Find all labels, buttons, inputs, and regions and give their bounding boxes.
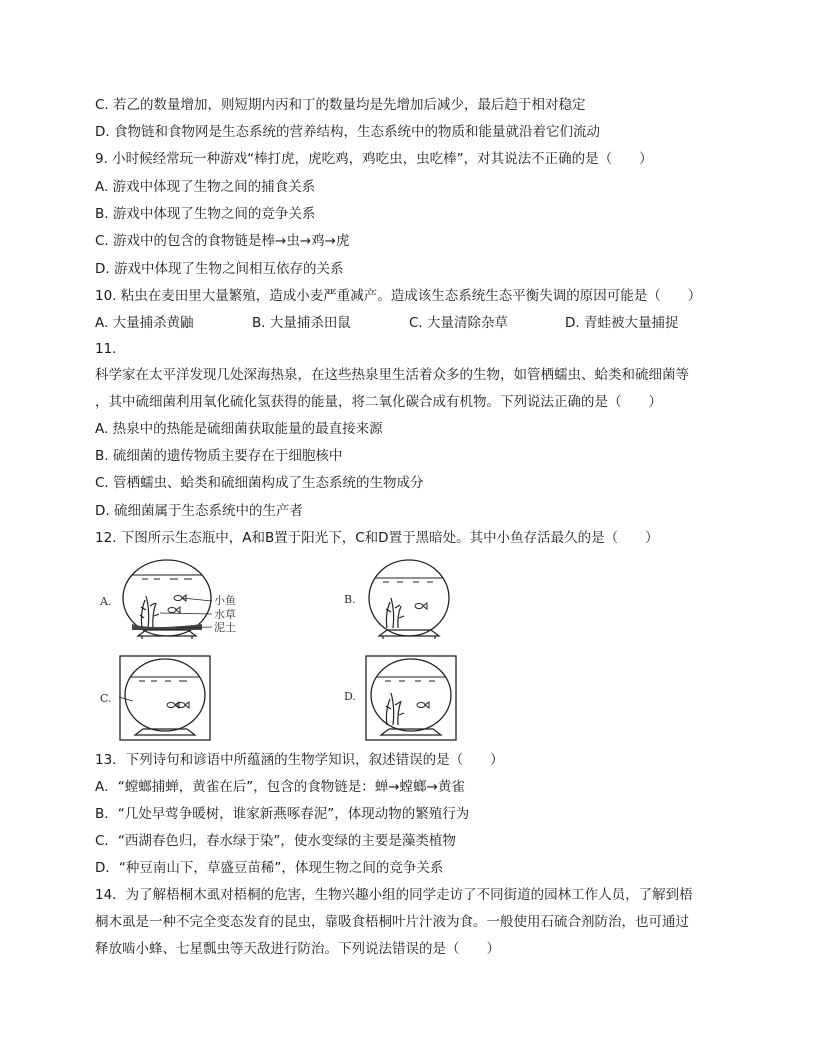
question-13-option-b: B．“几处早莺争暖树，谁家新燕啄春泥”，体现动物的繁殖行为 xyxy=(95,806,470,822)
question-11-line-2: ，其中硫细菌利用氧化硫化氢获得的能量，将二氧化碳合成有机物。下列说法正确的是（ ） xyxy=(95,394,662,410)
question-9-option-a: A. 游戏中体现了生物之间的捕食关系 xyxy=(95,179,316,195)
question-9-option-c: C. 游戏中的包含的食物链是棒→虫→鸡→虎 xyxy=(95,233,350,249)
question-13-option-d: D．“种豆南山下，草盛豆苗稀”，体现生物之间的竞争关系 xyxy=(95,860,444,876)
question-11-option-a: A. 热泉中的热能是硫细菌获取能量的最直接来源 xyxy=(95,421,383,437)
bottle-a-label: A. xyxy=(100,595,112,608)
question-13-option-a: A．“螳螂捕蝉，黄雀在后”，包含的食物链是：蝉→螳螂→黄雀 xyxy=(95,779,465,795)
question-9-option-d: D. 游戏中体现了生物之间相互依存的关系 xyxy=(95,261,344,277)
question-10-option-a: A. 大量捕杀黄鼬 xyxy=(95,315,194,331)
weed-label: 水草 xyxy=(214,608,236,621)
soil-label: 泥土 xyxy=(214,621,236,634)
bottle-d-image xyxy=(365,655,460,743)
fish-label: 小鱼 xyxy=(214,594,236,607)
question-13-option-c: C．“西湖春色归，春水绿于染”，使水变绿的主要是藻类植物 xyxy=(95,833,456,849)
question-14-line-1: 14．为了解梧桐木虱对梧桐的危害，生物兴趣小组的同学走访了不同街道的园林工作人员，了解到梧 xyxy=(95,887,693,903)
question-11-option-c: C. 管栖蠕虫、蛤类和硫细菌构成了生态系统的生物成分 xyxy=(95,475,424,491)
question-13: 13．下列诗句和谚语中所蕴涵的生物学知识，叙述错误的是（ ） xyxy=(95,752,504,768)
question-11-option-d: D. 硫细菌属于生态系统中的生产者 xyxy=(95,503,303,519)
bottle-b-image xyxy=(363,558,463,643)
question-14-line-2: 桐木虱是一种不完全变态发育的昆虫，靠吸食梧桐叶片汁液为食。一般使用石硫合剂防治，也可通过 xyxy=(95,914,689,930)
question-9-option-b: B. 游戏中体现了生物之间的竞争关系 xyxy=(95,206,316,222)
eco-bottle-figure xyxy=(95,555,475,745)
question-12: 12. 下图所示生态瓶中，A和B置于阳光下，C和D置于黑暗处。其中小鱼存活最久的是（ ） xyxy=(95,530,659,546)
question-10-option-c: C. 大量清除杂草 xyxy=(409,315,509,331)
question-10-option-b: B. 大量捕杀田鼠 xyxy=(252,315,351,331)
question-9: 9. 小时候经常玩一种游戏“棒打虎，虎吃鸡，鸡吃虫，虫吃棒”，对其说法不正确的是（ ） xyxy=(95,151,653,167)
prev-option-d: D. 食物链和食物网是生态系统的营养结构，生态系统中的物质和能量就沿着它们流动 xyxy=(95,124,600,140)
bottle-c-label: C. xyxy=(100,692,112,705)
bottle-a-image xyxy=(120,558,280,643)
bottle-d-label: D. xyxy=(344,690,356,703)
question-10: 10. 粘虫在麦田里大量繁殖，造成小麦严重减产。造成该生态系统生态平衡失调的原因可能是（ ） xyxy=(95,288,702,304)
question-11-line-1: 科学家在太平洋发现几处深海热泉，在这些热泉里生活着众多的生物，如管栖蠕虫、蛤类和硫细菌等 xyxy=(95,367,689,383)
question-11-number: 11. xyxy=(95,341,117,357)
question-10-option-d: D. 青蛙被大量捕捉 xyxy=(565,315,679,331)
bottle-b-label: B. xyxy=(344,593,356,606)
question-11-option-b: B. 硫细菌的遗传物质主要存在于细胞核中 xyxy=(95,448,343,464)
prev-option-c: C. 若乙的数量增加，则短期内丙和丁的数量均是先增加后减少，最后趋于相对稳定 xyxy=(95,97,586,113)
question-14-line-3: 释放啮小蜂、七星瓢虫等天敌进行防治。下列说法错误的是（ ） xyxy=(95,941,500,957)
bottle-c-image xyxy=(119,655,214,743)
